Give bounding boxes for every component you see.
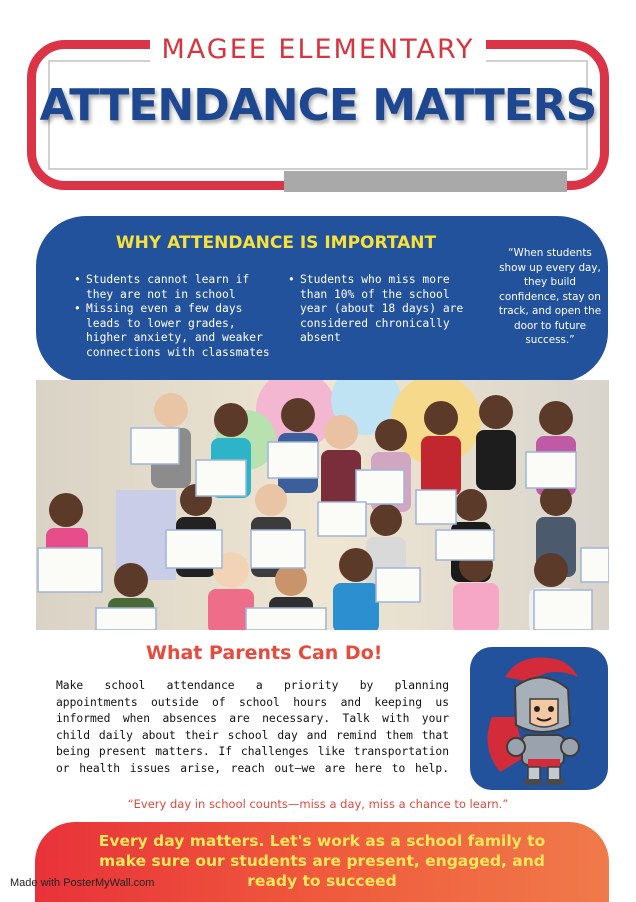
why-bullet: • Students cannot learn if they are not in school <box>74 273 274 302</box>
mascot-badge <box>470 647 608 790</box>
quote-line: “Every day in school counts—miss a day, miss a chance to learn.” <box>127 797 509 811</box>
parents-title: What Parents Can Do! <box>146 642 383 664</box>
why-title: WHY ATTENDANCE IS IMPORTANT <box>115 233 437 253</box>
parents-body: Make school attendance a priority by planning appointments outside of school hours and keeping us informed when absences are necessary. Talk with your child daily about their school day and remind them that being present matters. If challenges like transportation or health issues arise, reach out—we are here to help. <box>56 679 449 775</box>
header-accent-bar <box>284 171 567 192</box>
banner-text: Every day matters. Let's work as a school family to make sure our students are present, engaged, and ready to succeed <box>98 832 546 890</box>
why-bullet: • Missing even a few days leads to lower grades, higher anxiety, and weaker connections with classmates <box>74 302 274 360</box>
page-title: ATTENDANCE MATTERS <box>39 80 597 131</box>
why-list-right <box>288 273 478 346</box>
school-name: MAGEE ELEMENTARY <box>150 30 486 70</box>
spartan-mascot-icon <box>470 647 608 790</box>
students-photo <box>36 380 609 630</box>
why-list-left <box>74 273 274 360</box>
why-bullet: • Students who miss more than 10% of the school year (about 18 days) are considered chronically absent <box>288 273 478 346</box>
why-attendance-panel <box>36 216 608 382</box>
bottom-banner <box>35 822 609 902</box>
why-quote: “When students show up every day, they build confidence, stay on track, and open the door to future success.” <box>498 247 602 346</box>
credit-text: Made with PosterMyWall.com <box>10 877 155 889</box>
